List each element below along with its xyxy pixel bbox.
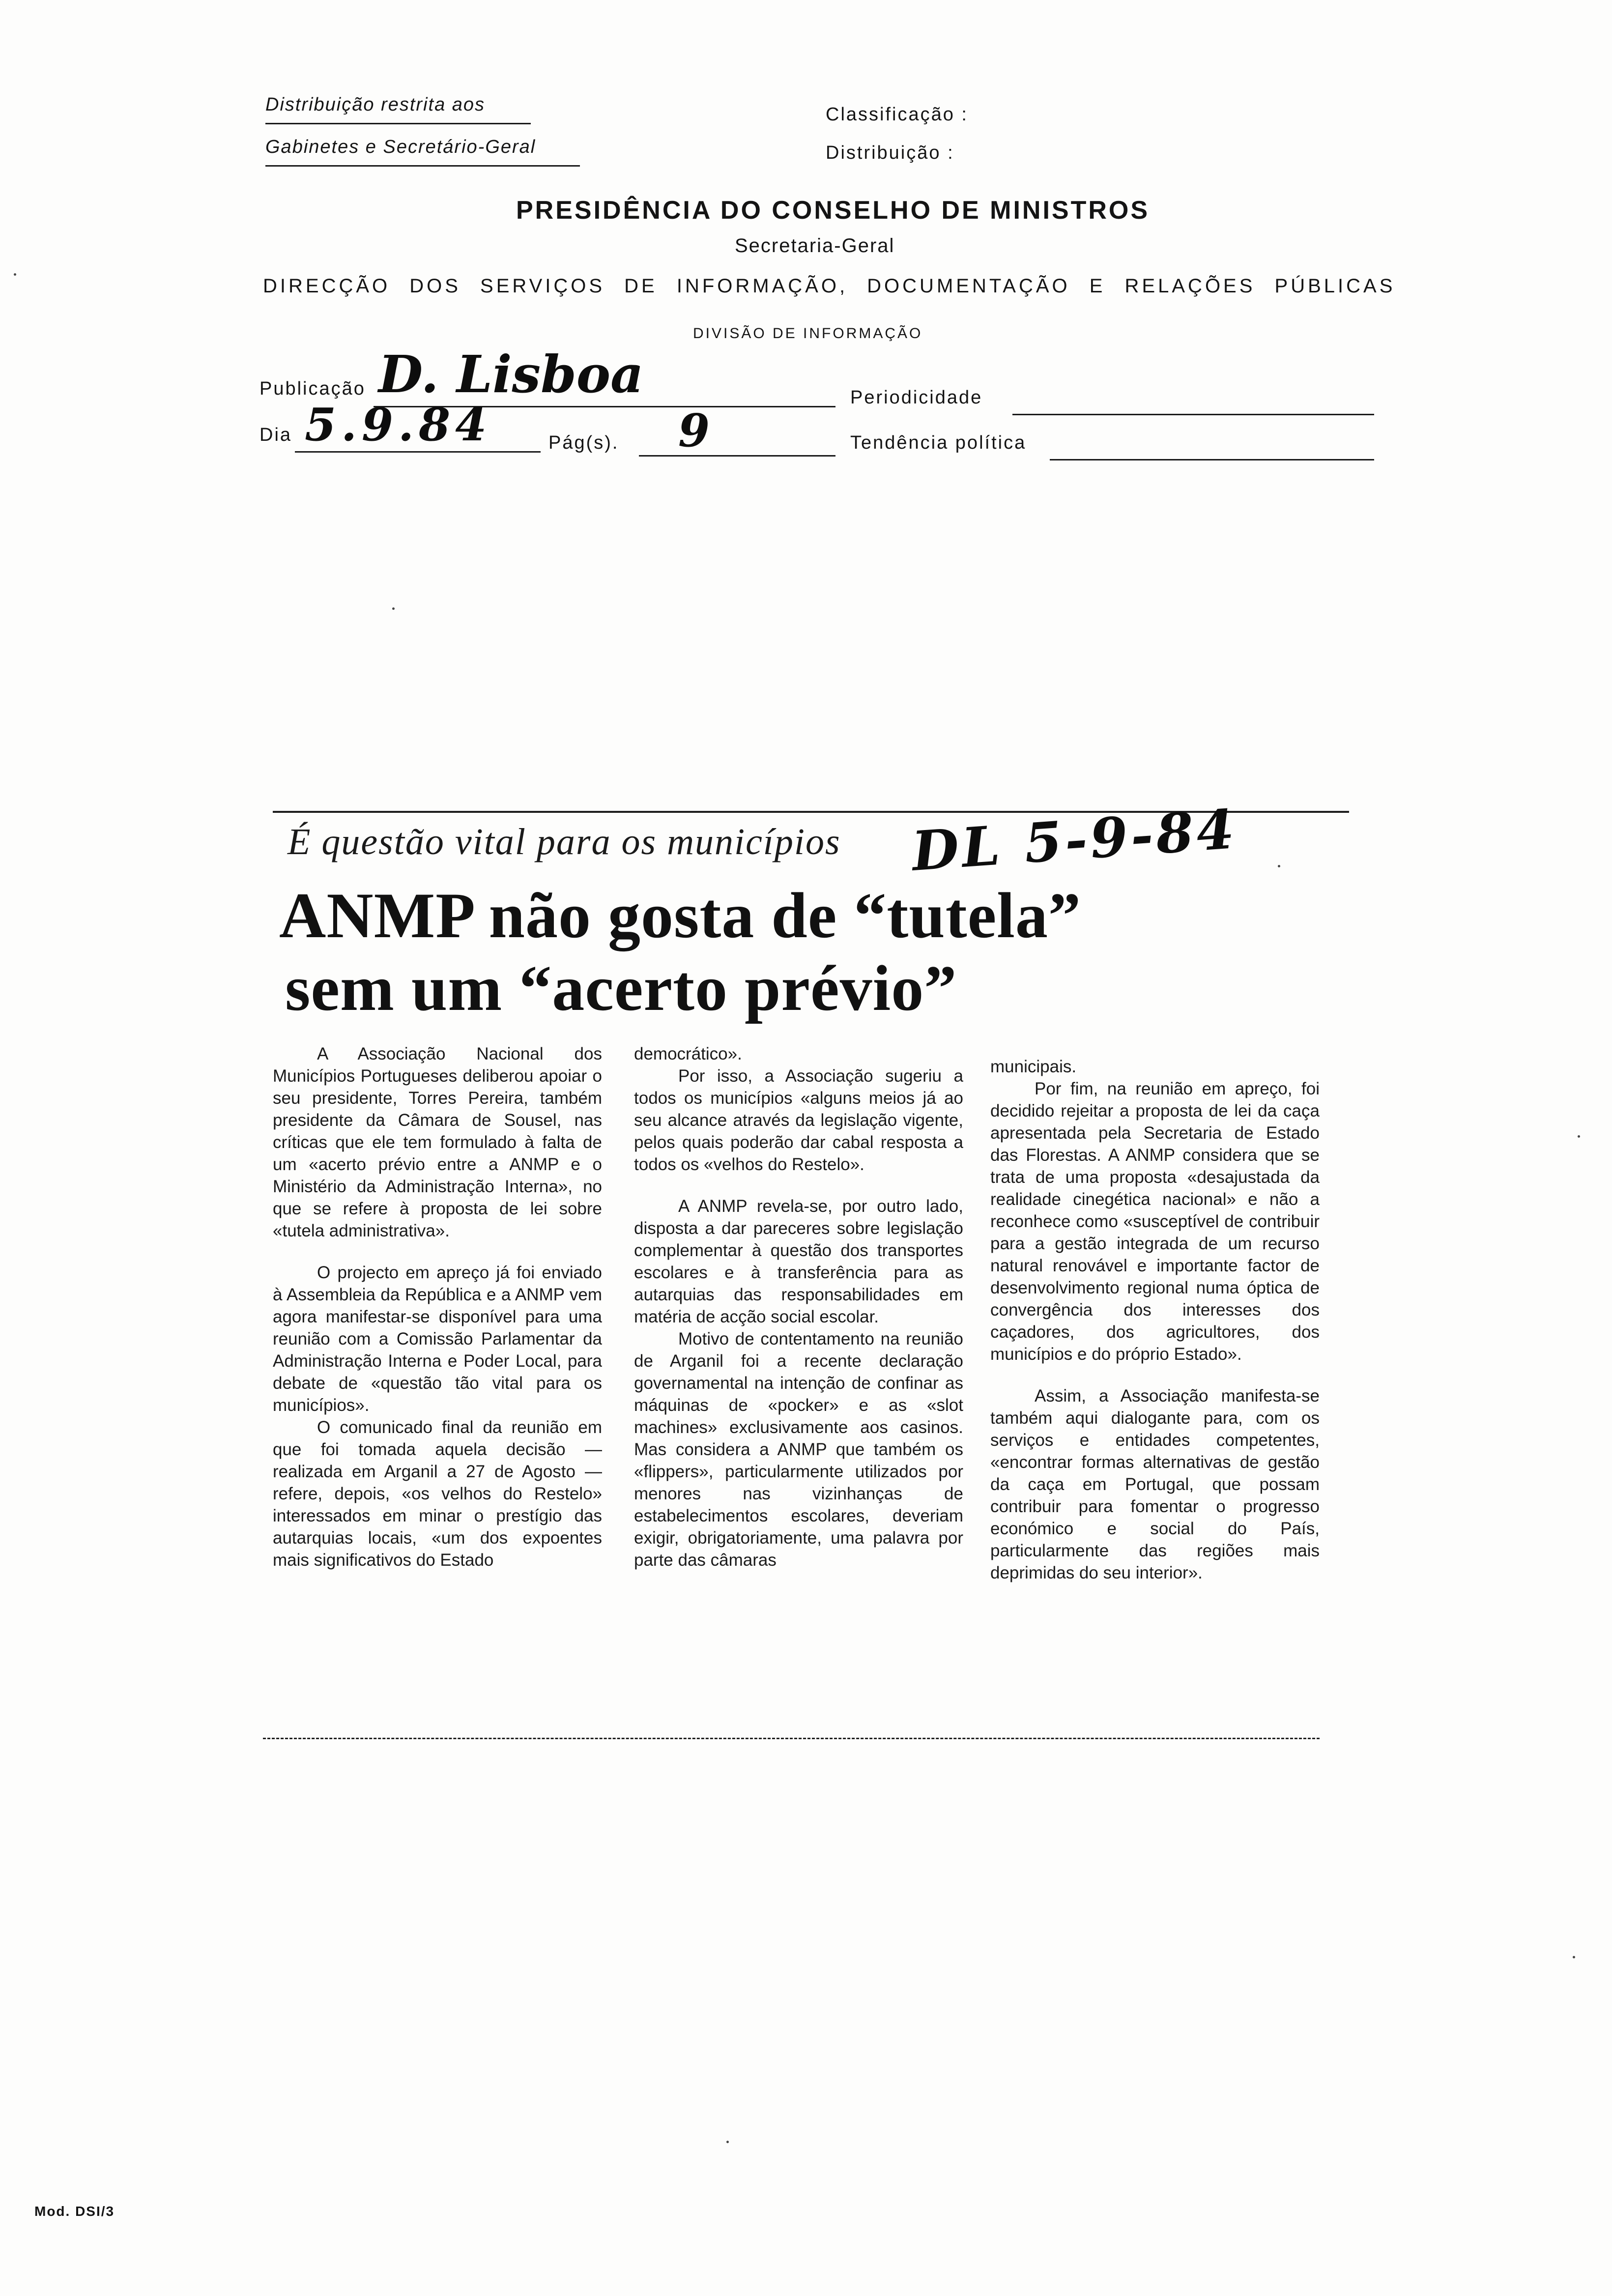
article-column-2: [634, 1043, 963, 1571]
col3-paragraph-3: Assim, a Associação manifesta-se também aqui dialogante para, com os serviços e entidades competentes, «encontrar formas alternativas de gestão da caça em Portugal, que possam contribuir para fomentar o progresso económico e social do País, particularmente das regiões mais deprimidas do seu interior».: [990, 1386, 1320, 1582]
directorate-line: DIRECÇÃO DOS SERVIÇOS DE INFORMAÇÃO, DOCUMENTAÇÃO E RELAÇÕES PÚBLICAS: [263, 275, 1396, 297]
form-code: Mod. DSI/3: [34, 2204, 115, 2219]
scan-speck: [14, 273, 16, 276]
clipping-bottom-edge: [263, 1738, 1320, 1739]
col2-paragraph-1: democrático».: [634, 1044, 742, 1063]
tendency-line: [1050, 459, 1374, 460]
col1-paragraph-3: O comunicado final da reunião em que foi tomada aquela decisão — realizada em Arganil a 27 de Agosto — refere, depois, «os velhos do Restelo» interessados em minar o prestígio das autarquias locais, «um dos expoentes mais significativos do Estado: [273, 1418, 602, 1570]
day-line: [295, 451, 541, 453]
article-kicker: É questão vital para os municípios: [288, 821, 841, 862]
article-column-3: [990, 1056, 1320, 1584]
pages-line: [639, 455, 835, 457]
tendency-label: Tendência política: [850, 432, 1027, 453]
secretariat-subtitle: Secretaria-Geral: [735, 235, 895, 257]
scan-speck: [1278, 865, 1280, 867]
col3-paragraph-1: municipais.: [990, 1057, 1077, 1076]
periodicity-line: [1012, 414, 1374, 415]
scan-speck: [726, 2141, 729, 2143]
col3-paragraph-2: Por fim, na reunião em apreço, foi decidido rejeitar a proposta de lei da caça apresentada pela Secretaria de Estado das Florestas. A ANMP considera que se trata de uma proposta «desajustada da realidade cinegética nacional» e não a reconhece como «susceptível de contribuir para a gestão integrada de um recurso natural renovável e importante factor de desenvolvimento regional numa óptica de convergência dos interesses dos caçadores, dos agricultores, dos municípios e do próprio Estado».: [990, 1079, 1320, 1364]
scan-speck: [392, 607, 395, 610]
restricted-underline-2: [265, 165, 580, 167]
restricted-underline-1: [265, 123, 531, 124]
division-line: DIVISÃO DE INFORMAÇÃO: [693, 325, 923, 342]
headline-line-2: sem um “acerto prévio”: [285, 952, 957, 1024]
publication-value: D. Lisboa: [378, 344, 644, 404]
headline-line-1: ANMP não gosta de “tutela”: [279, 879, 1081, 951]
article-column-1: [273, 1043, 602, 1571]
col1-paragraph-1: A Associação Nacional dos Municípios Portugueses deliberou apoiar o seu presidente, Torres Pereira, também presidente da Câmara de Sousel, nas críticas que ele tem formulado à falta de um «acerto prévio entre a ANMP e o Ministério da Administração Interna», no que se refere à proposta de lei sobre «tutela administrativa».: [273, 1044, 602, 1240]
day-label: Dia: [259, 425, 292, 445]
scan-speck: [1578, 1135, 1580, 1138]
classification-label: Classificação :: [826, 104, 968, 125]
restricted-line-2: Gabinetes e Secretário-Geral: [265, 137, 536, 157]
presidency-title: PRESIDÊNCIA DO CONSELHO DE MINISTROS: [516, 196, 1150, 225]
col1-paragraph-2: O projecto em apreço já foi enviado à Assembleia da República e a ANMP vem agora manifestar-se disponível para uma reunião com a Comissão Parlamentar da Administração Interna e Poder Local, para debate de «questão tão vital para os municípios».: [273, 1263, 602, 1415]
pages-label: Pág(s).: [548, 432, 619, 453]
col2-paragraph-4: Motivo de contentamento na reunião de Arganil foi a recente declaração governamental na intenção de confinar as máquinas de «pocker» e as «slot machines» exclusivamente aos casinos. Mas considera a ANMP que também os «flippers», particularmente utilizados por menores nas vizinhanças de estabelecimentos escolares, deveriam exigir, obrigatoriamente, uma palavra por parte das câmaras: [634, 1329, 963, 1570]
col2-paragraph-2: Por isso, a Associação sugeriu a todos os municípios «alguns meios já ao seu alcance através da legislação vigente, pelos quais poderão dar cabal resposta a todos os «velhos do Restelo».: [634, 1066, 963, 1174]
restricted-line-1: Distribuição restrita aos: [265, 94, 486, 115]
col2-paragraph-3: A ANMP revela-se, por outro lado, disposta a dar pareceres sobre legislação complementar à questão dos transportes escolares e à transferência para as autarquias das responsabilidades em matéria de acção social escolar.: [634, 1197, 963, 1326]
day-value: 5.9.84: [305, 398, 492, 451]
distribution-label: Distribuição :: [826, 143, 954, 163]
publication-label: Publicação: [259, 378, 366, 399]
pages-value: 9: [678, 404, 710, 457]
scan-speck: [1573, 1956, 1575, 1958]
periodicity-label: Periodicidade: [850, 387, 983, 408]
handwritten-date-note: DL 5-9-84: [910, 797, 1239, 883]
